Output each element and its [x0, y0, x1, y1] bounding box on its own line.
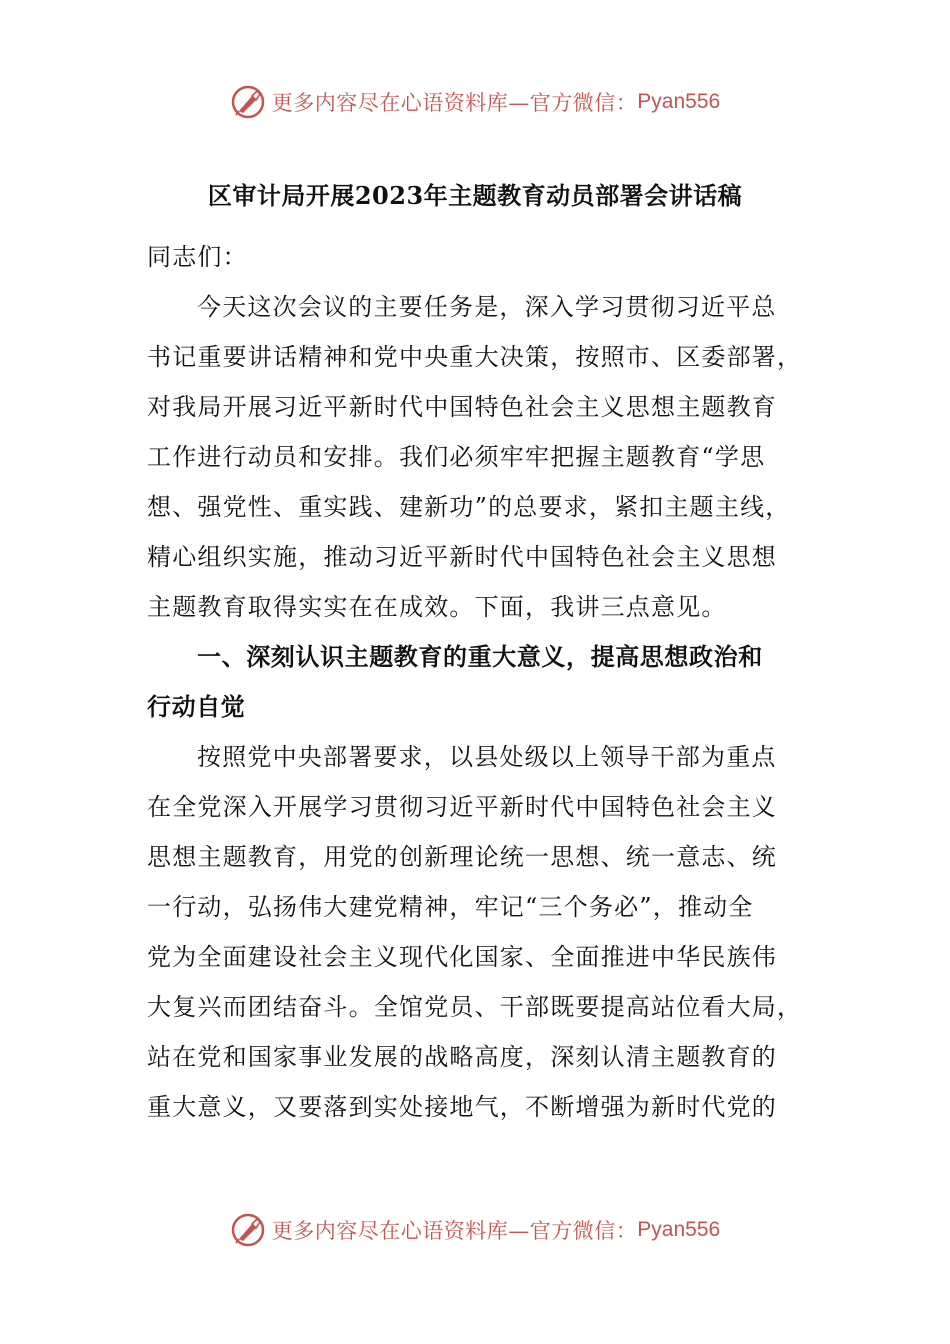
paragraph-line: 思想主题教育，用党的创新理论统一思想、统一意志、统 [147, 843, 777, 871]
paragraph-line: 在全党深入开展学习贯彻习近平新时代中国特色社会主义 [147, 793, 777, 821]
pen-logo-icon [230, 1212, 266, 1248]
paragraph-line: 党为全面建设社会主义现代化国家、全面推进中华民族伟 [147, 943, 777, 971]
section-heading-line: 行动自觉 [147, 692, 246, 721]
paragraph-line: 按照党中央部署要求，以县处级以上领导干部为重点 [197, 743, 777, 771]
document-body [147, 232, 807, 1132]
paragraph-line: 书记重要讲话精神和党中央重大决策，按照市、区委部署， [147, 343, 803, 371]
paragraph-line: 一行动，弘扬伟大建党精神，牢记“三个务必”，推动全 [147, 893, 754, 921]
watermark-banner-bottom [0, 1208, 950, 1252]
paragraph-line: 站在党和国家事业发展的战略高度，深刻认清主题教育的 [147, 1043, 777, 1071]
banner-text: 更多内容尽在心语资料库—官方微信： [271, 1219, 638, 1243]
paragraph-line: 同志们： [147, 243, 248, 271]
paragraph-line: 大复兴而团结奋斗。全馆党员、干部既要提高站位看大局， [147, 993, 803, 1021]
paragraph-line: 想、强党性、重实践、建新功”的总要求，紧扣主题主线， [147, 493, 791, 521]
banner-text: 更多内容尽在心语资料库—官方微信： [271, 91, 638, 115]
pen-logo-icon [230, 84, 266, 120]
paragraph-line: 工作进行动员和安排。我们必须牢牢把握主题教育“学思 [147, 443, 766, 471]
paragraph-line: 今天这次会议的主要任务是，深入学习贯彻习近平总 [197, 293, 777, 321]
paragraph-line: 精心组织实施，推动习近平新时代中国特色社会主义思想 [147, 543, 777, 571]
section-heading-line: 一、深刻认识主题教育的重大意义，提高思想政治和 [197, 642, 763, 671]
watermark-banner-top [0, 80, 950, 124]
paragraph-line: 对我局开展习近平新时代中国特色社会主义思想主题教育 [147, 393, 777, 421]
paragraph-line: 重大意义，又要落到实处接地气，不断增强为新时代党的 [147, 1093, 777, 1121]
banner-wechat-id: Pyan556 [637, 90, 721, 113]
banner-wechat-id: Pyan556 [637, 1218, 721, 1241]
document-title: 区审计局开展2023年主题教育动员部署会讲话稿 [207, 181, 743, 210]
paragraph-line: 主题教育取得实实在在成效。下面，我讲三点意见。 [147, 593, 727, 621]
